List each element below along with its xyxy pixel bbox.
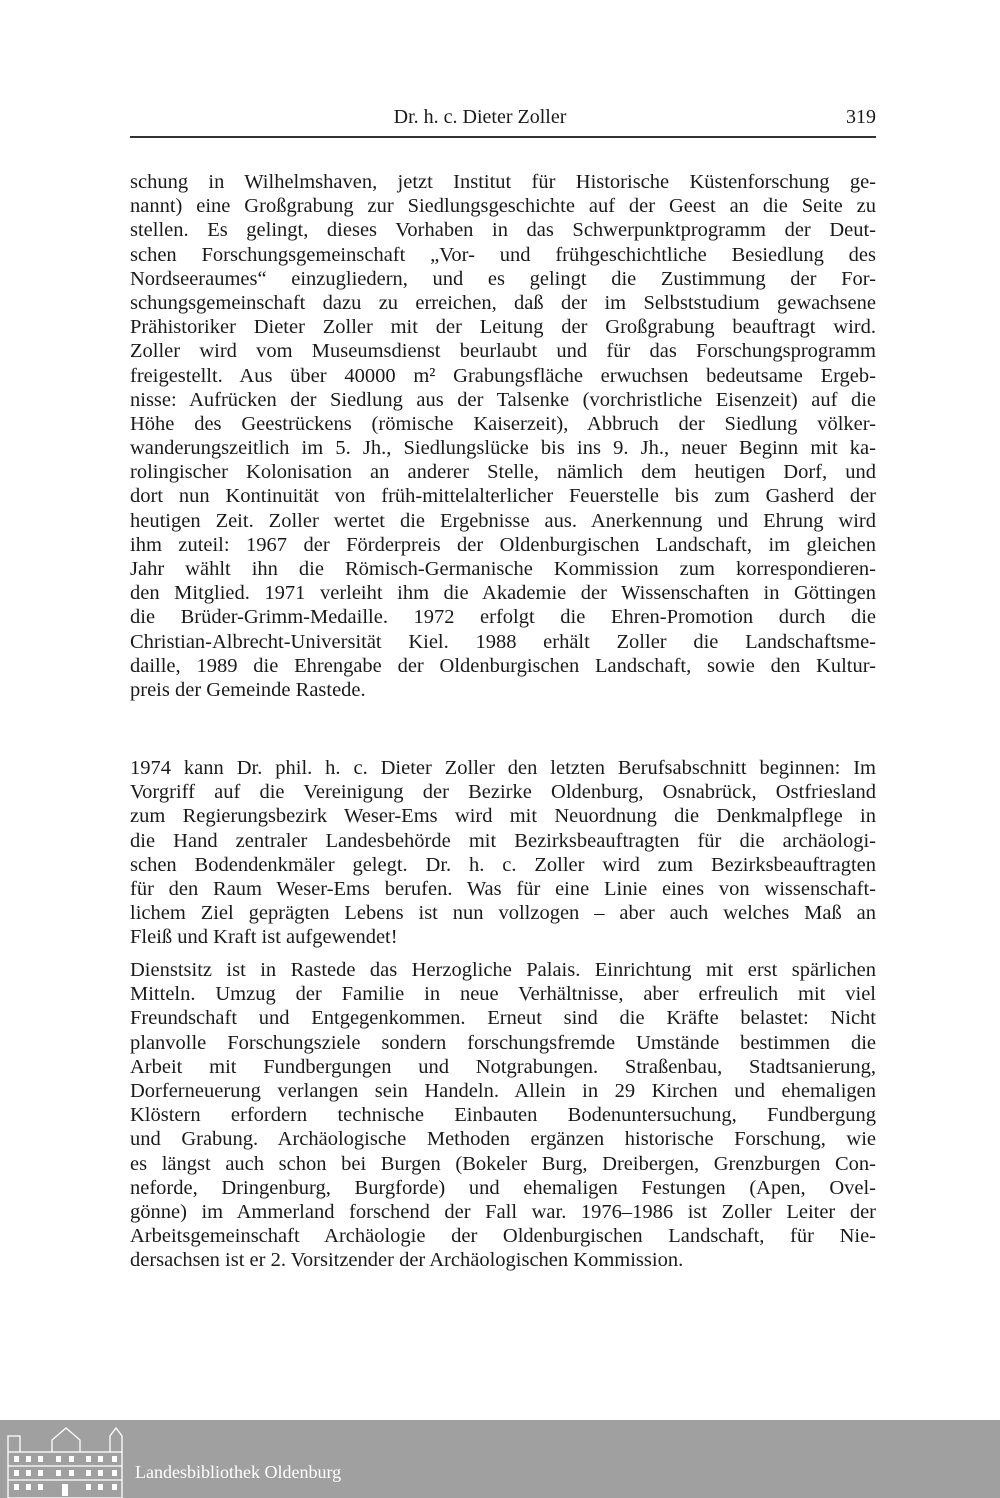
- library-footer-bar: [0, 1420, 1000, 1498]
- text-line: lichem Ziel geprägten Lebens ist nun vollzogen – aber auch welches Maß an: [130, 902, 876, 925]
- paragraph-2: [130, 756, 876, 950]
- text-line: schen Bodendenkmäler gelegt. Dr. h. c. Zoller wird zum Bezirksbeauftragten: [130, 853, 876, 876]
- text-line: Jahr wählt ihn die Römisch-Germanische Kommission zum korrespondieren-: [130, 558, 876, 580]
- text-line: für den Raum Weser-Ems berufen. Was für eine Linie eines von wissenschaft-: [130, 877, 876, 900]
- text-line: schen Forschungsgemeinschaft „Vor- und frühgeschichtliche Besiedlung des: [130, 243, 876, 266]
- page-number: 319: [846, 106, 876, 128]
- text-line: zum Regierungsbezirk Weser-Ems wird mit Neuordnung die Denkmalpflege in: [130, 805, 876, 828]
- text-line: preis der Gemeinde Rastede.: [130, 678, 366, 701]
- text-line: Arbeitsgemeinschaft Archäologie der Oldenburgischen Landschaft, für Nie-: [130, 1225, 876, 1248]
- text-line: Höhe des Geestrückens (römische Kaiserzeit), Abbruch der Siedlung völker-: [130, 412, 876, 435]
- library-name: Landesbibliothek Oldenburg: [135, 1462, 342, 1482]
- text-line: den Mitglied. 1971 verleiht ihm die Akademie der Wissenschaften in Göttingen: [130, 582, 876, 605]
- text-line: heutigen Zeit. Zoller wertet die Ergebnisse aus. Anerkennung und Ehrung wird: [130, 509, 876, 532]
- header-rule: [130, 136, 876, 138]
- text-line: neforde, Dringenburg, Burgforde) und ehemaligen Festungen (Apen, Ovel-: [130, 1176, 876, 1199]
- running-header-title: Dr. h. c. Dieter Zoller: [393, 106, 567, 128]
- text-line: stellen. Es gelingt, dieses Vorhaben in das Schwerpunktprogramm der Deut-: [130, 219, 876, 242]
- text-line: Mitteln. Umzug der Familie in neue Verhältnisse, aber erfreulich mit viel: [130, 983, 876, 1006]
- text-line: schung in Wilhelmshaven, jetzt Institut für Historische Küstenforschung ge-: [130, 171, 876, 193]
- text-line: die Hand zentraler Landesbehörde mit Bezirksbeauftragten für die archäologi-: [130, 829, 876, 852]
- text-line: es längst auch schon bei Burgen (Bokeler Burg, Dreibergen, Grenzburgen Con-: [130, 1152, 876, 1175]
- text-line: daille, 1989 die Ehrengabe der Oldenburgischen Landschaft, sowie den Kultur-: [130, 654, 876, 677]
- text-line: Fleiß und Kraft ist aufgewendet!: [130, 926, 398, 949]
- text-line: dort nun Kontinuität von früh-mittelalterlicher Feuerstelle bis zum Gasherd der: [130, 485, 876, 508]
- library-building-logo-icon: [6, 1422, 124, 1498]
- text-line: 1974 kann Dr. phil. h. c. Dieter Zoller den letzten Berufsabschnitt beginnen: Im: [130, 757, 876, 779]
- text-line: Dorferneuerung verlangen sein Handeln. Allein in 29 Kirchen und ehemaligen: [130, 1079, 876, 1102]
- text-line: dersachsen ist er 2. Vorsitzender der Archäologischen Kommission.: [130, 1249, 684, 1272]
- text-line: rolingischer Kolonisation an anderer Stelle, nämlich dem heutigen Dorf, und: [130, 461, 876, 484]
- text-line: ihm zuteil: 1967 der Förderpreis der Oldenburgischen Landschaft, im gleichen: [130, 533, 876, 556]
- text-line: nannt) eine Großgrabung zur Siedlungsgeschichte auf der Geest an die Seite zu: [130, 195, 876, 218]
- text-line: und Grabung. Archäologische Methoden ergänzen historische Forschung, wie: [130, 1128, 876, 1151]
- text-line: nisse: Aufrücken der Siedlung aus der Talsenke (vorchristliche Eisenzeit) auf die: [130, 388, 876, 411]
- text-line: Freundschaft und Entgegenkommen. Erneut sind die Kräfte belastet: Nicht: [130, 1007, 876, 1030]
- text-line: freigestellt. Aus über 40000 m² Grabungsfläche erwuchsen bedeutsame Ergeb-: [130, 364, 876, 387]
- text-line: gönne) im Ammerland forschend der Fall war. 1976–1986 ist Zoller Leiter der: [130, 1200, 876, 1223]
- text-line: Prähistoriker Dieter Zoller mit der Leitung der Großgrabung beauftragt wird.: [130, 316, 876, 339]
- text-line: schungsgemeinschaft dazu zu erreichen, daß der im Selbststudium gewachsene: [130, 291, 876, 314]
- text-line: Christian-Albrecht-Universität Kiel. 1988 erhält Zoller die Landschaftsme-: [130, 630, 876, 653]
- text-line: Klöstern erfordern technische Einbauten Bodenuntersuchung, Fundbergung: [130, 1104, 876, 1127]
- paragraph-1: [130, 170, 876, 702]
- text-line: wanderungszeitlich im 5. Jh., Siedlungslücke bis ins 9. Jh., neuer Beginn mit ka-: [130, 437, 876, 460]
- text-line: Dienstsitz ist in Rastede das Herzogliche Palais. Einrichtung mit erst spärlichen: [130, 959, 876, 981]
- text-line: die Brüder-Grimm-Medaille. 1972 erfolgt die Ehren-Promotion durch die: [130, 606, 876, 629]
- text-line: Zoller wird vom Museumsdienst beurlaubt und für das Forschungsprogramm: [130, 340, 876, 363]
- text-line: Vorgriff auf die Vereinigung der Bezirke Oldenburg, Osnabrück, Ostfriesland: [130, 781, 876, 804]
- text-line: planvolle Forschungsziele sondern forschungsfremde Umstände bestimmen die: [130, 1031, 876, 1054]
- paragraph-3: [130, 958, 876, 1272]
- text-line: Nordseeraumes“ einzugliedern, und es gelingt die Zustimmung der For-: [130, 267, 876, 290]
- text-line: Arbeit mit Fundbergungen und Notgrabungen. Straßenbau, Stadtsanierung,: [130, 1055, 876, 1078]
